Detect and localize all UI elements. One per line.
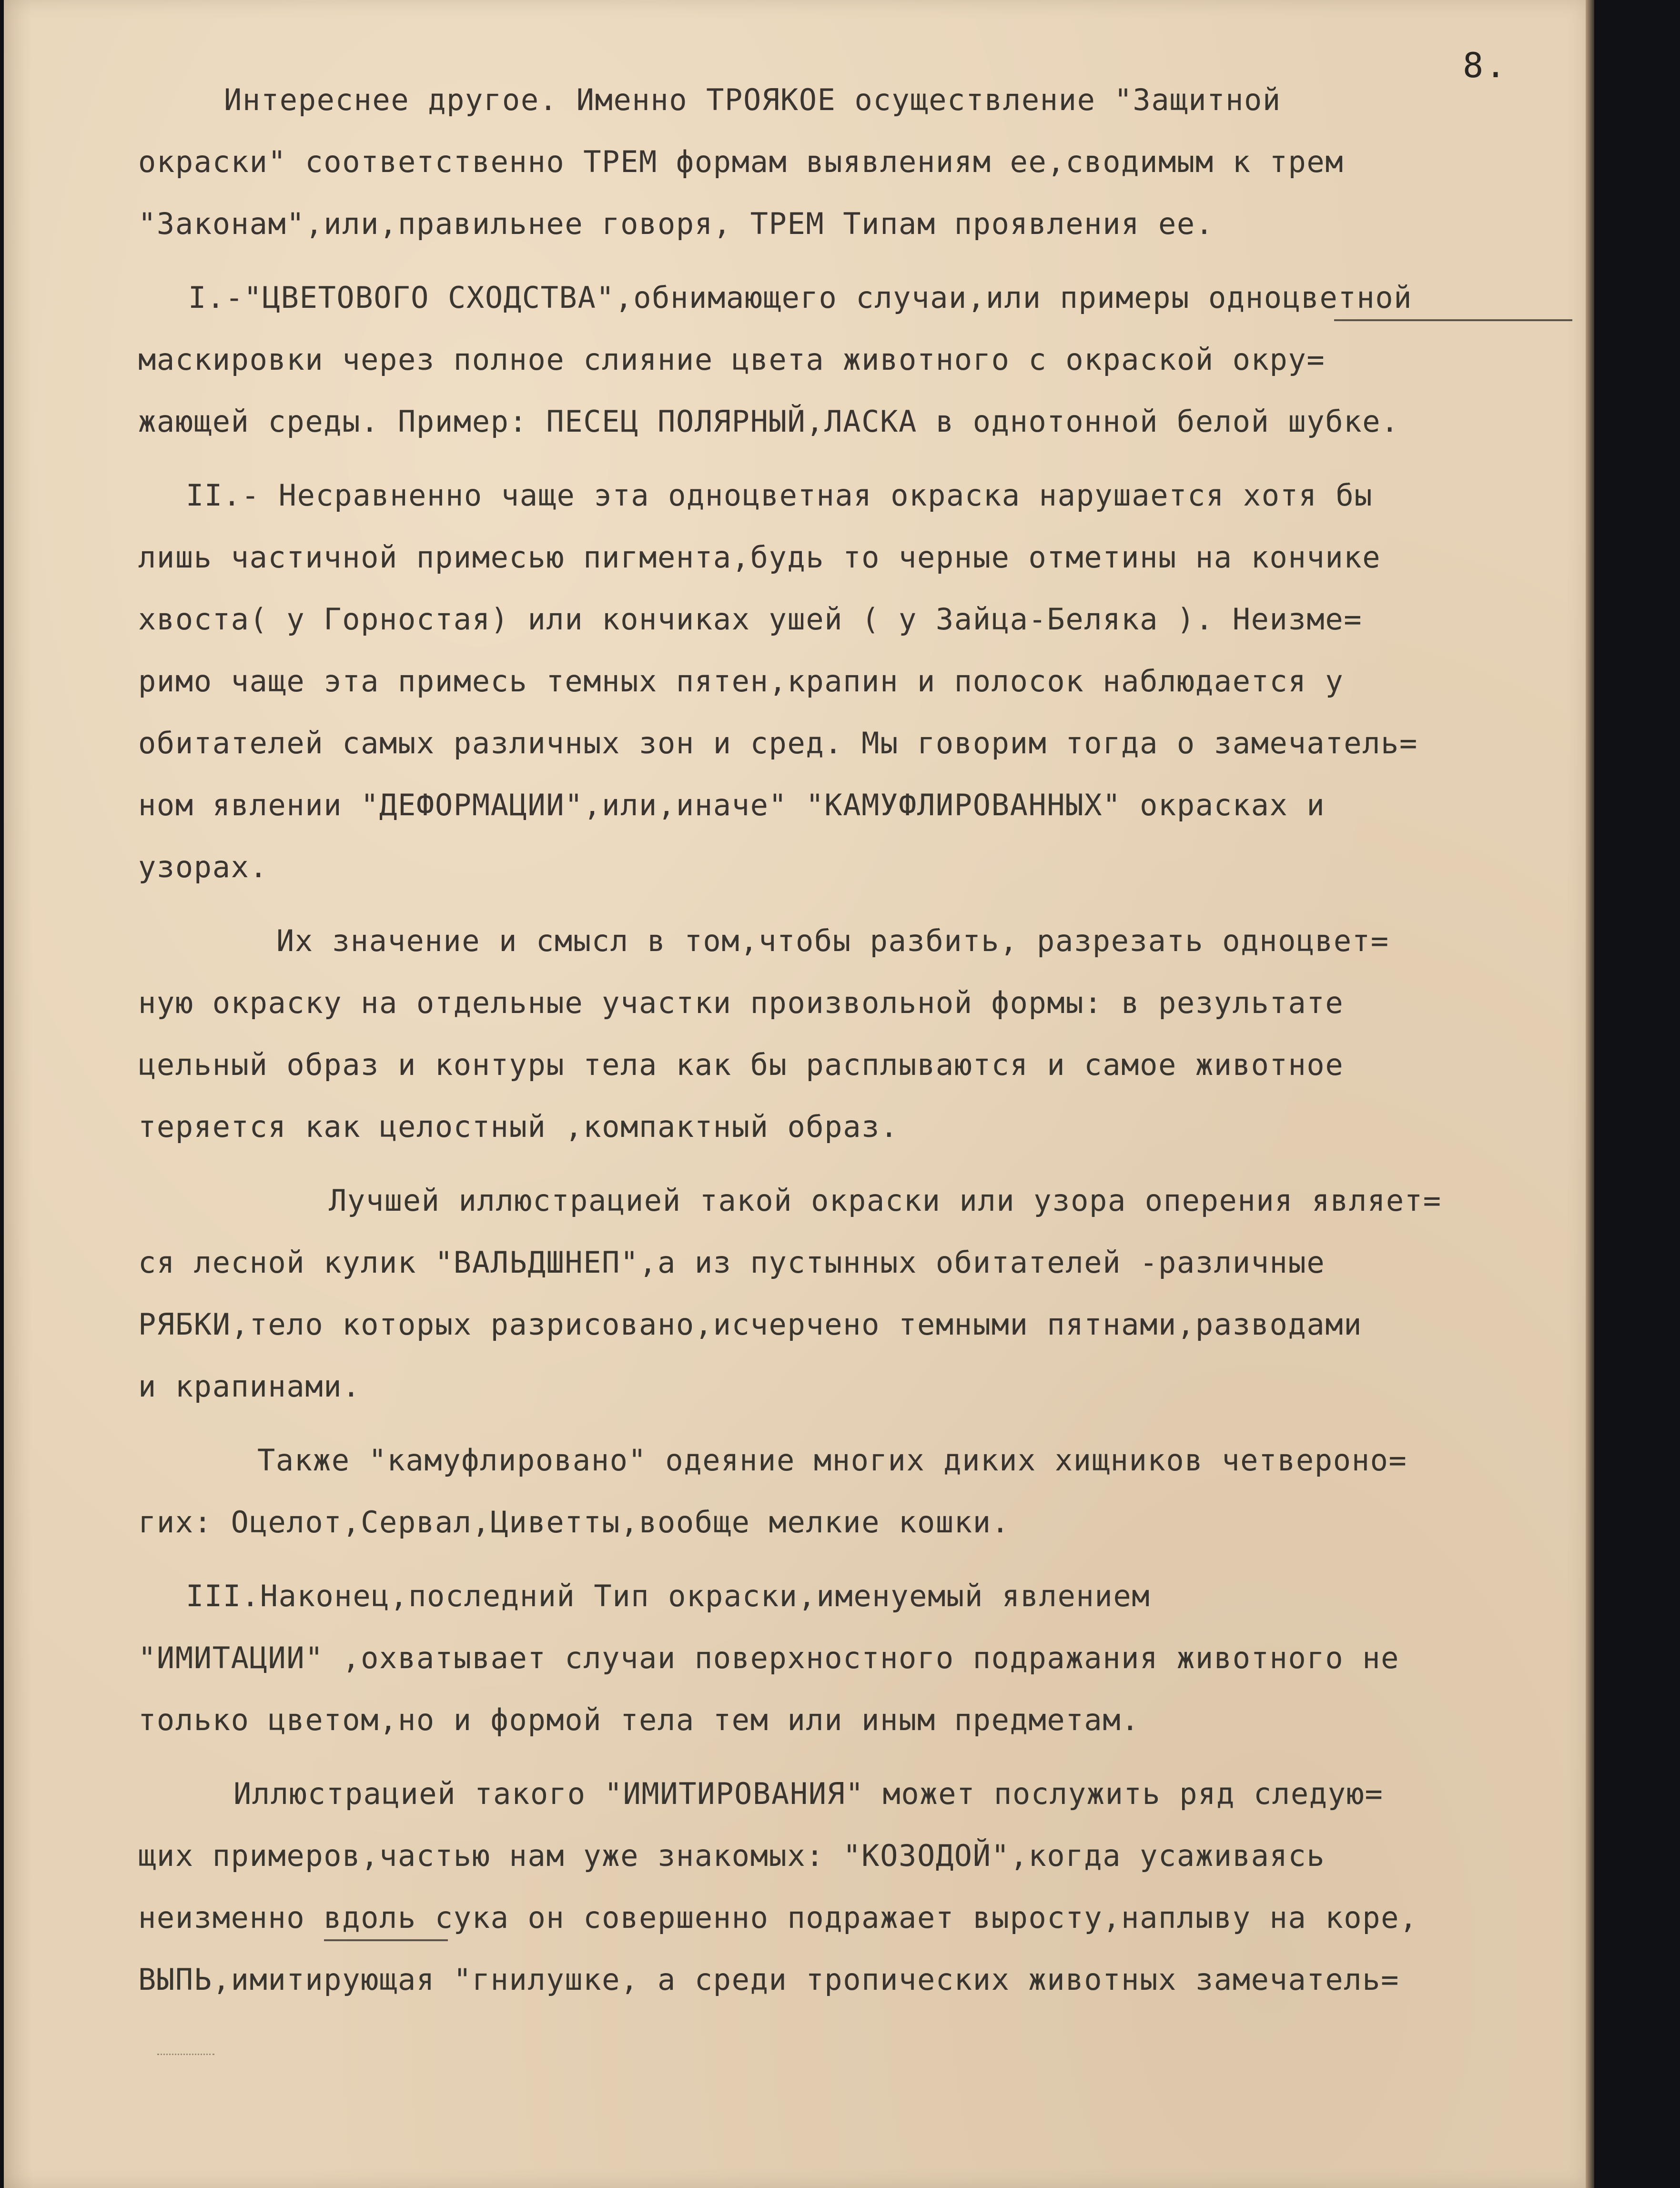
text-line: ВЫПЬ,имитирующая "гнилушке, а среди тропических животных замечатель= xyxy=(138,1962,1400,1997)
text-line: Лучшей иллюстрацией такой окраски или узора оперения являет= xyxy=(329,1183,1442,1218)
text-line: ся лесной кулик "ВАЛЬДШНЕП",а из пустынных обитателей -различные xyxy=(138,1245,1326,1280)
text-line: Иллюстрацией такого "ИМИТИРОВАНИЯ" может послужить ряд следую= xyxy=(233,1776,1384,1811)
page-number: 8. xyxy=(1463,45,1508,85)
page-edge xyxy=(1586,0,1594,2188)
text-line: узорах. xyxy=(138,850,268,884)
text-line: щих примеров,частью нам уже знакомых: "КОЗОДОЙ",когда усаживаясь xyxy=(138,1838,1326,1873)
underline-odnotsvetnoy xyxy=(1334,319,1572,321)
text-line: неизменно вдоль сука он совершенно подражает выросту,наплыву на коре, xyxy=(138,1900,1418,1935)
text-line: только цветом,но и формой тела тем или иным предметам. xyxy=(138,1702,1140,1737)
text-line: окраски" соответственно ТРЕМ формам выявлениям ее,сводимым к трем xyxy=(138,144,1344,179)
pencil-mark xyxy=(157,2054,214,2060)
text-line: цельный образ и контуры тела как бы расплываются и самое животное xyxy=(138,1047,1344,1082)
text-line: I.-"ЦВЕТОВОГО СХОДСТВА",обнимающего случаи,или примеры одноцветной xyxy=(188,280,1413,315)
underline-vdol xyxy=(324,1939,448,1941)
text-line: теряется как целостный ,компактный образ. xyxy=(138,1109,899,1144)
text-line: и крапинами. xyxy=(138,1369,361,1404)
text-line: Их значение и смысл в том,чтобы разбить, разрезать одноцвет= xyxy=(276,923,1389,958)
text-line: РЯБКИ,тело которых разрисовано,исчерчено темными пятнами,разводами xyxy=(138,1307,1363,1342)
text-line: "Законам",или,правильнее говоря, ТРЕМ Типам проявления ее. xyxy=(138,206,1214,241)
text-line: гих: Оцелот,Сервал,Циветты,вообще мелкие кошки. xyxy=(138,1505,1010,1540)
text-line: маскировки через полное слияние цвета животного с окраской окру= xyxy=(138,342,1326,377)
text-line: ную окраску на отдельные участки произвольной формы: в результате xyxy=(138,985,1344,1020)
text-line: II.- Несравненно чаще эта одноцветная окраска нарушается хотя бы xyxy=(186,478,1373,513)
text-line: III.Наконец,последний Тип окраски,именуемый явлением xyxy=(186,1579,1151,1613)
text-line: Также "камуфлировано" одеяние многих диких хищников четвероно= xyxy=(257,1443,1407,1478)
text-line: Интереснее другое. Именно ТРОЯКОЕ осуществление "Защитной xyxy=(224,82,1281,117)
text-line: обитателей самых различных зон и сред. Мы говорим тогда о замечатель= xyxy=(138,726,1418,760)
text-line: "ИМИТАЦИИ" ,охватывает случаи поверхностного подражания животного не xyxy=(138,1641,1400,1675)
text-line: жающей среды. Пример: ПЕСЕЦ ПОЛЯРНЫЙ,ЛАСКА в однотонной белой шубке. xyxy=(138,404,1400,439)
text-line: римо чаще эта примесь темных пятен,крапин и полосок наблюдается у xyxy=(138,664,1344,699)
text-line: ном явлении "ДЕФОРМАЦИИ",или,иначе" "КАМУФЛИРОВАННЫХ" окрасках и xyxy=(138,788,1326,822)
text-line: хвоста( у Горностая) или кончиках ушей ( у Зайца-Беляка ). Неизме= xyxy=(138,602,1363,637)
text-line: лишь частичной примесью пигмента,будь то черные отметины на кончике xyxy=(138,540,1381,575)
